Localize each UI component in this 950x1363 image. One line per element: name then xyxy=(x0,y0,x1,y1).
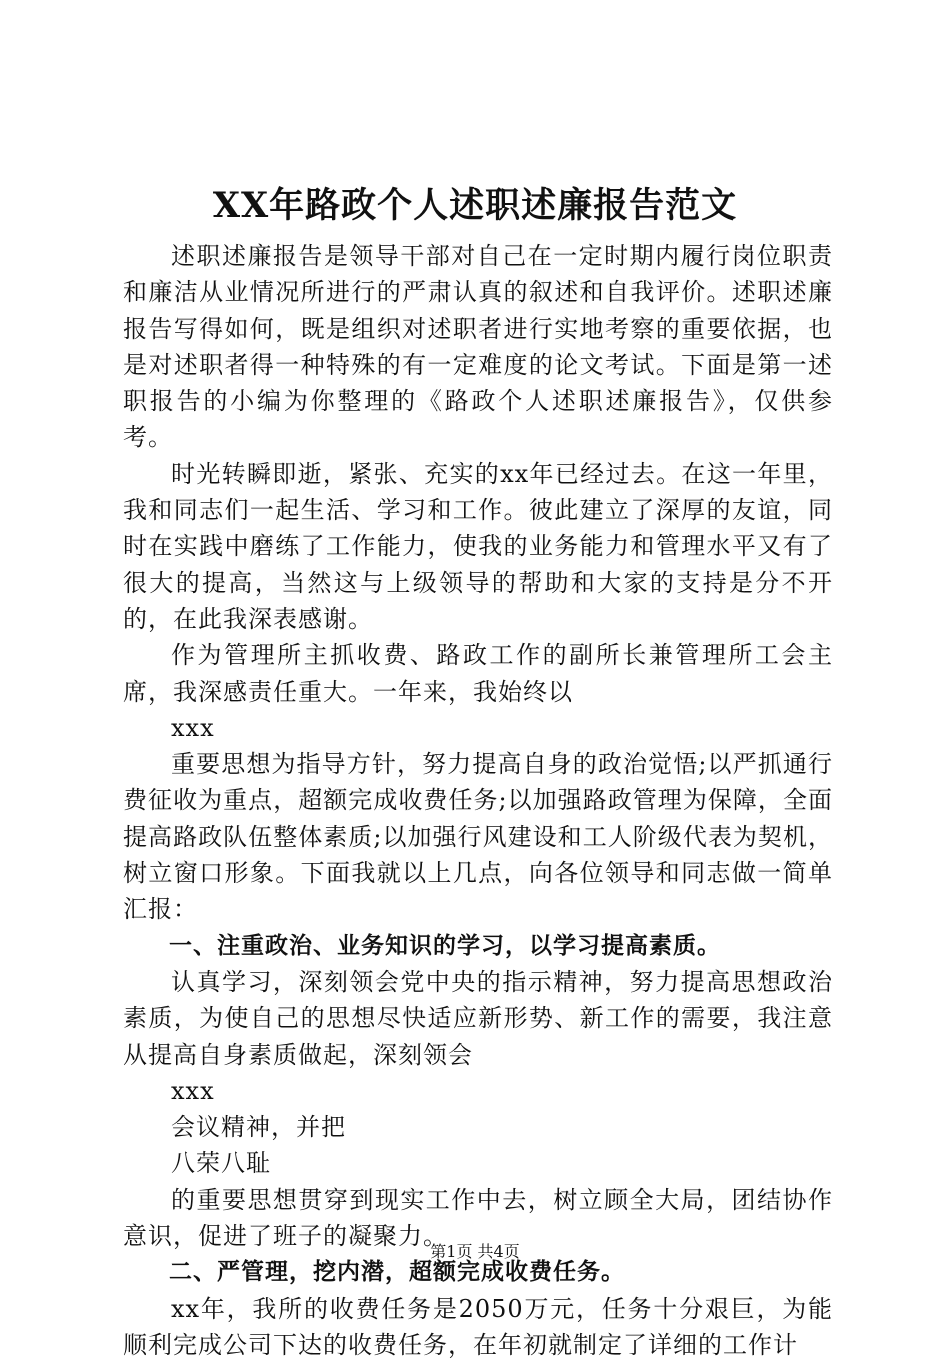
paragraph: 作为管理所主抓收费、路政工作的副所长兼管理所工会主席，我深感责任重大。一年来，我始终以 xyxy=(123,641,833,706)
page-footer: 第1页 共4页 xyxy=(430,1242,520,1261)
paragraph: 八荣八耻 xyxy=(171,1149,271,1178)
paragraph: 时光转瞬即逝，紧张、充实的xx年已经过去。在这一年里，我和同志们一起生活、学习和工作。彼此建立了深厚的友谊，同时在实践中磨练了工作能力，使我的业务能力和管理水平又有了很大的提高，当然这与上级领导的帮助和大家的支持是分不开的，在此我深表感谢。 xyxy=(123,459,833,633)
paragraph: xxx xyxy=(171,1076,215,1105)
document-body xyxy=(123,238,833,1363)
paragraph: 会议精神，并把 xyxy=(171,1113,346,1142)
section-heading: 一、注重政治、业务知识的学习，以学习提高素质。 xyxy=(169,932,721,959)
section-heading: 二、严管理，挖内潜，超额完成收费任务。 xyxy=(169,1259,625,1286)
paragraph: 重要思想为指导方针，努力提高自身的政治觉悟;以严抓通行费征收为重点，超额完成收费任务;以加强路政管理为保障，全面提高路政队伍整体素质;以加强行风建设和工人阶级代表为契机，树立窗口形象。下面我就以上几点，向各位领导和同志做一简单汇报： xyxy=(123,750,833,924)
paragraph: 认真学习，深刻领会党中央的指示精神，努力提高思想政治素质，为使自己的思想尽快适应新形势、新工作的需要，我注意从提高自身素质做起，深刻领会 xyxy=(123,967,833,1069)
paragraph: xxx xyxy=(171,713,215,742)
paragraph: xx年，我所的收费任务是2050万元，任务十分艰巨，为能顺利完成公司下达的收费任务，在年初就制定了详细的工作计 xyxy=(123,1294,833,1359)
paragraph: 述职述廉报告是领导干部对自己在一定时期内履行岗位职责和廉洁从业情况所进行的严肃认真的叙述和自我评价。述职述廉报告写得如何，既是组织对述职者进行实地考察的重要依据，也是对述职者得一种特殊的有一定难度的论文考试。下面是第一述职报告的小编为你整理的《路政个人述职述廉报告》，仅供参考。 xyxy=(123,242,833,452)
document-title: XX年路政个人述职述廉报告范文 xyxy=(212,185,738,226)
paragraph: 的重要思想贯穿到现实工作中去，树立顾全大局，团结协作意识，促进了班子的凝聚力。 xyxy=(123,1185,833,1251)
